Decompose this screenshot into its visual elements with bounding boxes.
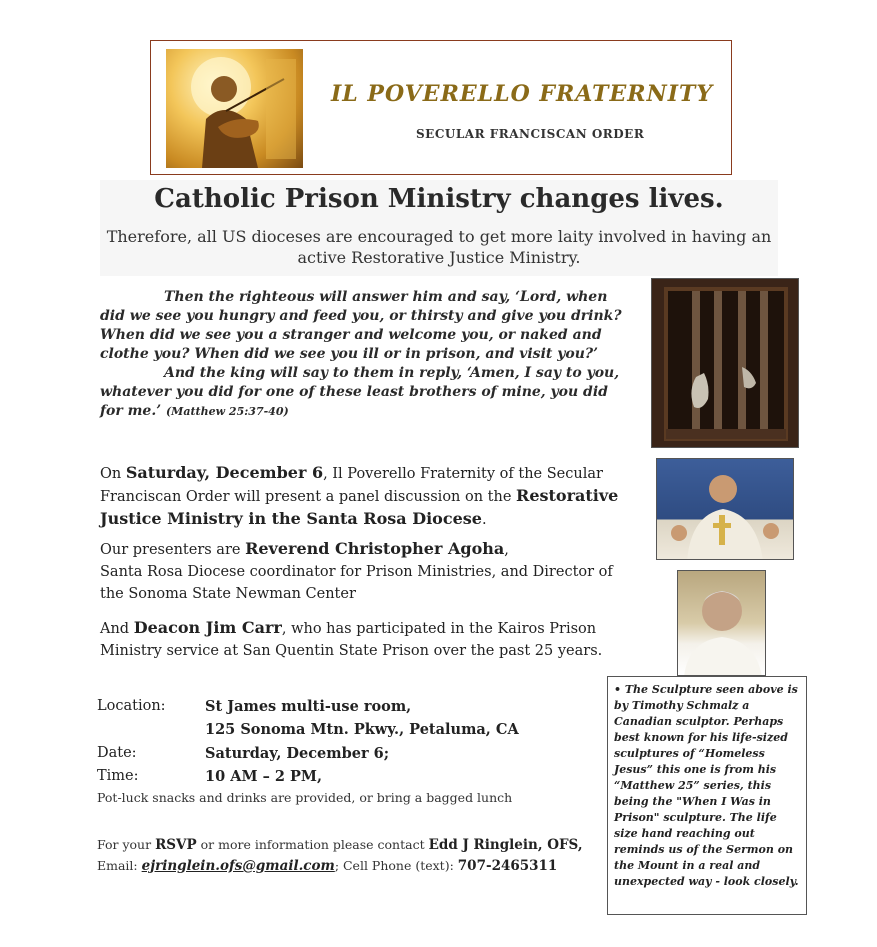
phone-number: 707-2465311: [457, 858, 558, 874]
location-line-1: St James multi-use room,: [205, 698, 412, 715]
email-link[interactable]: ejringlein.ofs@gmail.com: [141, 858, 335, 874]
presenter-1-name: Reverend Christopher Agoha: [245, 539, 505, 558]
date-label: Date:: [97, 745, 137, 761]
potluck-note: Pot-luck snacks and drinks are provided, or bring a bagged lunch: [97, 790, 513, 805]
presenter-2-bio: , who has participated in the Kairos Prison Ministry service at San Quentin State Prison over the past 25 years.: [100, 621, 603, 659]
announcement-rest: , Il Poverello Fraternity of the Secular Franciscan Order will present a panel discussion on the: [100, 466, 603, 505]
sculpture-caption: • The Sculpture seen above is by Timothy Schmalz a Canadian sculptor. Perhaps best known for his life-sized sculptures of “Homeless Jesus” this one is from his “Matthew 25” series, this being the "When I Was in Prison" sculpture. The life size hand reaching out reminds us of the Sermon on the Mount in a real and unexpected way - look closely.: [614, 683, 799, 888]
scripture-paragraph-1: Then the righteous will answer him and say, ‘Lord, when did we see you hungry and feed you, or thirsty and give you drink? When did we see you a stranger and welcome you, or naked and clothe you? When did we see you ill or in prison, and visit you?’: [100, 289, 622, 362]
scripture-paragraph-2-text: And the king will say to them in reply, ‘Amen, I say to you, whatever you did for one of these least brothers of mine, you did for me.’: [100, 365, 620, 419]
rsvp-more-info: or more information please contact: [196, 837, 429, 852]
saint-francis-violin-image: [166, 49, 303, 168]
order-subtitle: SECULAR FRANCISCAN ORDER: [416, 127, 645, 141]
presenter-1-comma: ,: [504, 542, 509, 558]
time-label: Time:: [97, 768, 139, 784]
presenter-2-name: Deacon Jim Carr: [133, 618, 282, 637]
presenter-1: [100, 538, 620, 605]
reverend-agoha-photo: [656, 458, 794, 560]
announcement-end: .: [481, 512, 487, 528]
date-value: Saturday, December 6;: [205, 745, 390, 762]
scripture-quote: [100, 288, 630, 421]
email-label: Email:: [97, 858, 142, 873]
location-line-2: 125 Sonoma Mtn. Pkwy., Petaluma, CA: [205, 721, 519, 738]
location-label: Location:: [97, 698, 166, 714]
presenter-2: [100, 617, 620, 662]
presenter-1-bio: Santa Rosa Diocese coordinator for Prison Ministries, and Director of the Sonoma State Newman Center: [100, 564, 613, 602]
sub-headline: Therefore, all US dioceses are encouraged to get more laity involved in having an active Restorative Justice Ministry.: [106, 227, 772, 267]
headline-band: [100, 180, 778, 276]
sculpture-caption-box: [607, 676, 807, 915]
main-headline: Catholic Prison Ministry changes lives.: [154, 184, 724, 214]
scripture-paragraph-2: [100, 364, 630, 421]
event-date-bold: Saturday, December 6: [125, 463, 324, 482]
event-announcement: [100, 462, 620, 531]
rsvp-line: [97, 837, 583, 853]
deacon-carr-photo: [677, 570, 766, 676]
presenter-2-and: And: [100, 621, 134, 637]
rsvp-label: RSVP: [155, 837, 197, 853]
phone-label: ; Cell Phone (text):: [334, 858, 458, 873]
fraternity-header: [150, 40, 732, 175]
presenters-intro: Our presenters are: [100, 542, 246, 558]
fraternity-title: IL POVERELLO FRATERNITY: [331, 81, 714, 107]
contact-name: Edd J Ringlein, OFS,: [428, 837, 583, 853]
rsvp-for-your: For your: [97, 837, 156, 852]
event-topic-bold: Restorative Justice Ministry in the Santa Rosa Diocese: [100, 486, 619, 528]
announcement-on: On: [100, 466, 126, 482]
contact-line: [97, 858, 557, 874]
time-value: 10 AM – 2 PM,: [205, 768, 323, 785]
scripture-citation: (Matthew 25:37-40): [165, 405, 289, 418]
prison-sculpture-photo: [651, 278, 799, 448]
